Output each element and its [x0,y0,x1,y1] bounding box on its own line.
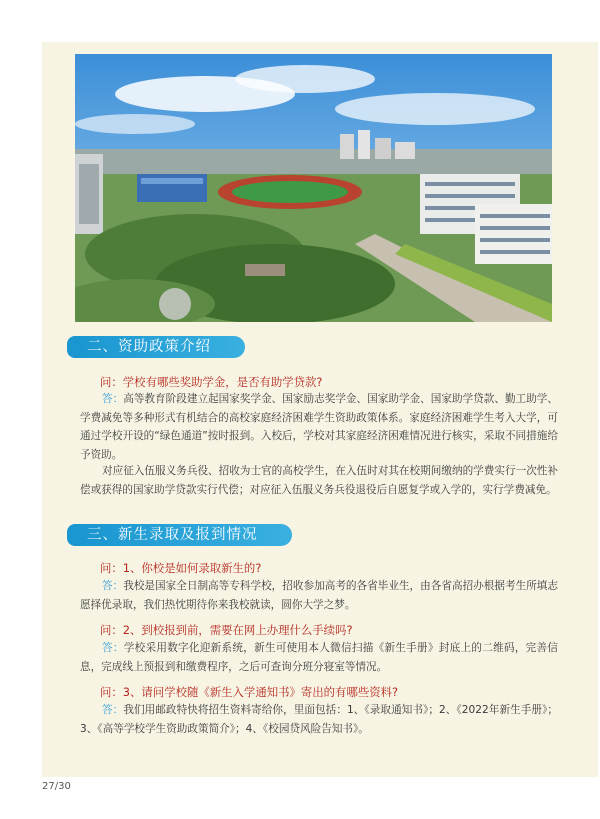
answer-scholarship-military: 对应征入伍服义务兵役、招收为士官的高校学生，在入伍时对其在校期间缴纳的学费实行一次性补偿或获得的国家助学贷款实行代偿；对应征入伍服义务兵役退役后自愿复学或入学的，实行学费减免。 [80,465,558,496]
question-scholarship: 问：学校有哪些奖助学金，是否有助学贷款? [100,375,323,389]
question-admission: 问：1、你校是如何录取新生的? [100,561,262,575]
section-heading-financial-aid [75,336,245,358]
page-sheet [42,42,598,777]
question-mailed-materials: 问：3、请问学校随《新生入学通知书》寄出的有哪些资料? [100,685,399,699]
answer-label: 答： [102,393,124,405]
answer-text: 学校采用数字化迎新系统，新生可使用本人微信扫描《新生手册》封底上的二维码，完善信息，完成线上预报到和缴费程序，之后可查询分班分寝室等情况。 [80,642,559,673]
answer-scholarship [80,390,558,464]
section-title: 二、资助政策介绍 [87,339,211,355]
section-title: 三、新生录取及报到情况 [87,527,258,543]
answer-label: 答： [102,704,124,716]
answer-text: 高等教育阶段建立起国家奖学金、国家励志奖学金、国家助学金、国家助学贷款、勤工助学、学费减免等多种形式有机结合的高校家庭经济困难学生资助政策体系。家庭经济困难学生考入大学，可通过学校开设的“绿色通道”按时报到。入校后，学校对其家庭经济困难情况进行核实，采取不同措施给予资助。 [80,393,559,461]
page-number: 27/30 [42,781,71,792]
question-online-procedure: 问：2、到校报到前，需要在网上办理什么手续吗? [100,623,353,637]
section-heading-admission [75,524,292,546]
answer-mailed-materials [80,701,558,738]
answer-label: 答： [102,580,124,592]
answer-online-procedure [80,639,558,676]
answer-label: 答： [102,642,124,654]
answer-admission [80,577,558,614]
answer-text: 我校是国家全日制高等专科学校，招收参加高考的各省毕业生，由各省高招办根据考生所填志愿择优录取，我们热忱期待你来我校就读，圆你大学之梦。 [80,580,559,611]
campus-aerial-photo [75,54,552,322]
answer-text: 我们用邮政特快将招生资料寄给你，里面包括：1、《录取通知书》；2、《2022年新生手册》；3、《高等学校学生资助政策简介》；4、《校园贷风险告知书》。 [80,704,558,735]
